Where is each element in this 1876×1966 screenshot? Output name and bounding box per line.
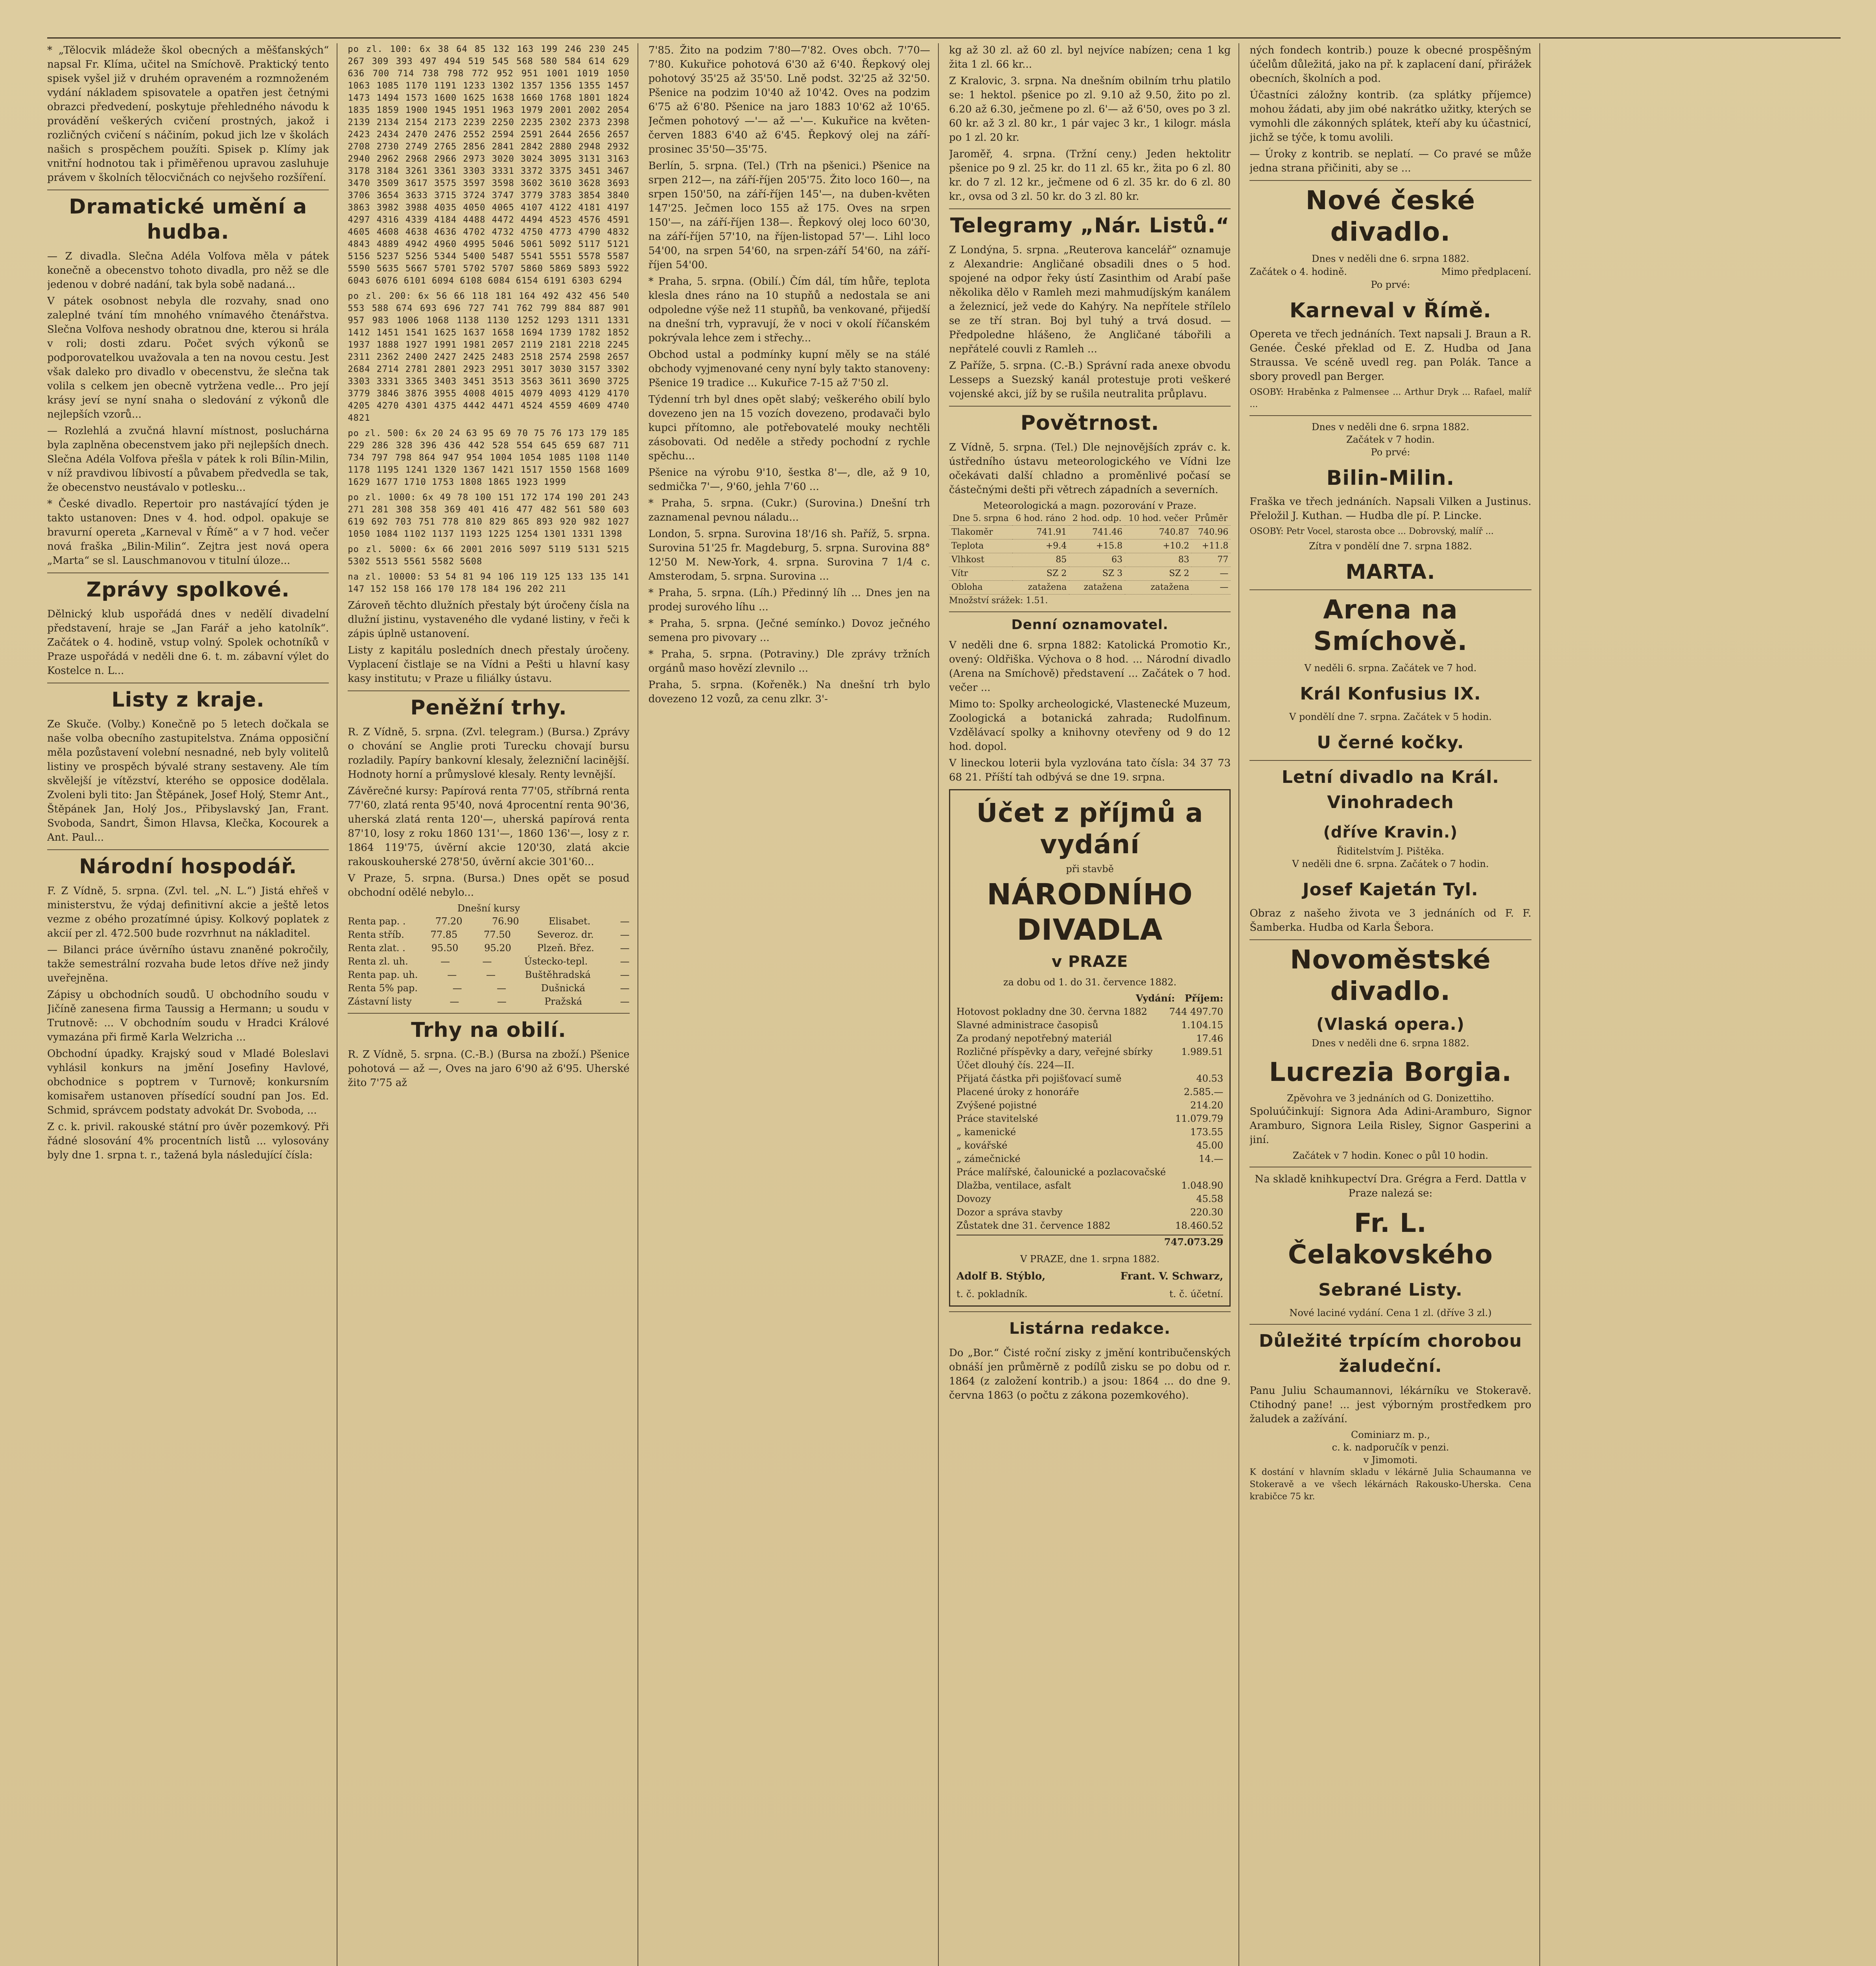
column-3: [649, 43, 939, 1966]
article-text: * Praha, 5. srpna. (Líh.) Předinný líh ... Dnes jen na prodej surového líhu ...: [648, 587, 930, 613]
article-text: Z Vídně, 5. srpna. (Tel.) Dle nejnovějších zpráv c. k. ústředního ústavu meteorologického ve Vídni lze očekávati další chladno a proměnlivé počasí se částečnými dešti při větrech západních a severních.: [949, 442, 1231, 496]
report-row: Dozor a správa stavby 220.30: [956, 1207, 1224, 1218]
article-text: — Rozlehlá a zvučná hlavní místnost, posluchárna byla zaplněna obecenstvem jako při nejlepších dnech. Slečna Adéla Volfova přešla v pátek k roli Bílin-Milin, v níž pravdivou líbivostí a půvabem předvedla se tak, že obecenstvo neustávalo v potlesku...: [47, 425, 329, 493]
ad-text: Fraška ve třech jednáních. Napsali Vilken a Justinus. Přeložil J. Kuthan. — Hudba dle pí. P. Lincke.: [1249, 496, 1531, 522]
report-roles: t. č. pokladník. t. č. účetní.: [956, 1289, 1224, 1300]
report-row: Placené úroky z honoráře 2.585.—: [956, 1086, 1224, 1097]
ad-heading-arena: Arena na Smíchově.: [1249, 589, 1531, 657]
article-text: Berlín, 5. srpna. (Tel.) (Trh na pšenici.) Pšenice na srpen 212—, na září-říjen 205'75. Žito loco 160—, na srpen 150'50, na září-říjen 145'—, na duben-květen 147'25. Ječmen loco 155 až 175. Oves na srpen 150'—, na září-říjen 138—. Řepkový olej loco 60'30, na září-říjen 57'10, na říjen-listopad 57'—. Lihl loco 54'00, na srpen 54'60, na srpen-září 54'60, na září-říjen 54'00.: [648, 160, 930, 271]
lottery-numbers: po zl. 5000: 6x 66 2001 2016 5097 5119 5131 5215 5302 5513 5561 5582 5608: [348, 545, 630, 567]
report-city: v PRAZE: [1051, 953, 1128, 971]
article-text: kg až 30 zl. až 60 zl. byl nejvíce nabízen; cena 1 kg žita 1 zl. 66 kr...: [949, 44, 1231, 70]
article-text: — Bilanci práce úvěrního ústavu znaněné pokročily, takže semestrální rozvaha bude letos dříve než jindy uveřejněna.: [47, 944, 329, 984]
columns: [47, 43, 1841, 1966]
ad-row: Začátek o 4. hodině. Mimo předplacení.: [1249, 266, 1531, 277]
article-text: Zároveň těchto dlužních přestaly být úročeny čísla na dlužní jistinu, vystaveného dle vydané listiny, v řeči k zápis úplně ustanovení.: [348, 600, 630, 640]
report-row: Přijatá částka při pojišťovací sumě 40.53: [956, 1073, 1224, 1084]
ad-text: Zpěvohra ve 3 jednáních od G. Donizettiho.: [1287, 1093, 1494, 1104]
report-row: Slavné administrace časopisů 1.104.15: [956, 1020, 1224, 1031]
section-heading-trhy-obili: Trhy na obilí.: [348, 1013, 629, 1043]
meteo-title: Meteorologická a magn. pozorování v Praze.: [983, 500, 1197, 511]
lottery-numbers: po zl. 200: 6x 56 66 118 181 164 492 432 456 540 553 588 674 693 696 727 741 762 799 884 887 901 957 983 1006 1068 1138 1130 1252 1293 1311 1331 1412 1451 1541 1625 1637 1658 1694 1739 1782 1852 1937 1888 1927 1991 1981 2057 2119 2181 2218 2245 2311 2362 2400 2427 2425 2483 2518 2574 2598 2657 2684 2714 2781 2801 2923 2951 3017 3030 3157 3302 3303 3331 3365 3403 3451 3513 3563 3611 3690 3725 3779 3846 3876 3955 4008 4015 4079 4093 4129 4170 4205 4270 4301 4375 4442 4471 4524 4559 4609 4740 4821: [348, 291, 630, 423]
kurs-row: Renta stříb. 77.85 77.50 Severoz. dr. —: [348, 929, 630, 940]
ad-date: Zítra v pondělí dne 7. srpna 1882.: [1309, 541, 1472, 552]
ad-text: c. k. nadporučík v penzi.: [1332, 1442, 1449, 1453]
ad-text: Opereta ve třech jednáních. Text napsali J. Braun a R. Genée. České překlad od E. Z. Hudba od Jana Straussa. Ve scéně uvedl reg. pan Polák. Tance a sbory provedl pan Berger.: [1249, 328, 1531, 383]
signature-2: Frant. V. Schwarz,: [1120, 1270, 1224, 1282]
article-text: Praha, 5. srpna. (Kořeněk.) Na dnešní trh bylo dovezeno 12 vozů, za cenu zlkr. 3'-: [648, 679, 930, 705]
ad-sub: (Vlaská opera.): [1316, 1014, 1465, 1034]
ad-text: Začátek v 7 hodin.: [1346, 434, 1435, 445]
column-4: [949, 43, 1239, 1966]
article-text: Z Paříže, 5. srpna. (C.-B.) Správní rada anexe obvodu Lesseps a Suezský kanál protestuje proti veškeré vojenské akci, jíž by se rušila neutralita průplavu.: [949, 360, 1231, 400]
ad-title: Král Konfusius IX.: [1300, 684, 1481, 704]
article-text: V neděli dne 6. srpna 1882: Katolická Promotio Kr., ovený: Oldřiška. Výchova o 8 hod. ... Národní divadlo (Arena na Smíchově) představení ... Začátek o 7 hod. večer ...: [949, 639, 1231, 694]
report-row: Dovozy 45.58: [956, 1193, 1224, 1204]
ad-text: Nové laciné vydání. Cena 1 zl. (dříve 3 zl.): [1289, 1307, 1492, 1318]
article-text: V Praze, 5. srpna. (Bursa.) Dnes opět se posud obchodní odělé nebylo...: [348, 873, 630, 898]
report-row: „ kamenické 173.55: [956, 1127, 1224, 1138]
section-heading-listarna: Listárna redakce.: [949, 1311, 1231, 1341]
report-period: za dobu od 1. do 31. července 1882.: [1003, 977, 1177, 988]
report-sub: při stavbě: [1066, 863, 1114, 874]
article-text: * „Tělocvik mládeže škol obecných a měšťanských“ napsal Fr. Klíma, učitel na Smíchově. Praktický tento spisek vyšel již v druhém opraveném a rozmnoženém vydání nákladem spisovatele a opatřen jest četnými obrazci předvedení, poskytuje přehledného návodu k provádění veškerých cvičení prostných, jakož i rozličných cvičení s náčiním, pokud jich lze v školách našich s prospěchem použíti. Spisek p. Klímy jak vnitřní hodnotou tak i přiměřenou upravou zasluhuje právem v školních tělocvičnách co nejvšeho rozšíření.: [47, 44, 329, 184]
article-text: Jaroměř, 4. srpna. (Tržní ceny.) Jeden hektolitr pšenice po 9 zl. 25 kr. do 11 zl. 65 kr., žita po 6 zl. 80 kr. do 7 zl. 12 kr., ječmene od 6 zl. 35 kr. do 6 zl. 80 kr., ovsa od 3 zl. 50 kr. do 3 zl. 80 kr.: [949, 148, 1231, 202]
report-row: Rozličné příspěvky a dary, veřejné sbírky 1.989.51: [956, 1046, 1224, 1057]
report-row: Za prodaný nepotřebný materiál 17.46: [956, 1033, 1224, 1044]
ad-text: Začátek v 7 hodin. Konec o půl 10 hodin.: [1292, 1150, 1489, 1161]
report-main: NÁRODNÍHO DIVADLA: [987, 878, 1193, 947]
article-text: * Praha, 5. srpna. (Ječné semínko.) Dovoz ječného semena pro pivovary ...: [648, 618, 930, 644]
column-6: [1550, 43, 1841, 1966]
ad-text: v Jimomoti.: [1363, 1454, 1418, 1465]
ad-date: Dnes v neděli dne 6. srpna 1882.: [1312, 253, 1469, 264]
ad-heading-novomestske: Novoměstské divadlo.: [1249, 939, 1531, 1007]
article-text: R. Z Vídně, 5. srpna. (C.-B.) (Bursa na zboží.) Pšenice pohotová — až —, Oves na jaro 6'90 až 6'95. Uherské žito 7'75 až: [348, 1049, 630, 1089]
column-5: [1249, 43, 1540, 1966]
ad-text: Cominiarz m. p.,: [1351, 1429, 1430, 1440]
ad-title: U černé kočky.: [1317, 733, 1464, 753]
article-text: Týdenní trh byl dnes opět slabý; veškerého obilí bylo dovezeno jen na 15 vozích dovezeno, prodavači bylo kupci přítomno, ale potřebovatelé mouky nechtěli zásobovati. Od neděle a středy pochodní z rychle spěchu...: [648, 394, 930, 462]
ad-date: Dnes v neděli dne 6. srpna 1882.: [1312, 1038, 1469, 1049]
column-2: [348, 43, 638, 1966]
article-text: V lineckou loterii byla vyzlována tato čísla: 34 37 73 68 21. Příští tah odbývá se dne 19. srpna.: [949, 757, 1231, 783]
article-text: ných fondech kontrib.) pouze k obecné prospěšným účelům důležitá, jako na př. k zaplacení daní, přirážek obecních, školních a pod.: [1249, 44, 1531, 85]
article-text: Mimo to: Spolky archeologické, Vlastenecké Muzeum, Zoologická a botanická zahrada; Rudolfinum. Vzdělávací spolky a knihovny otevřeny od 9 do 12 hod. dopol.: [949, 698, 1231, 753]
report-title: Účet z příjmů a vydání: [976, 798, 1203, 860]
article-text: Pšenice na výrobu 9'10, šestka 8'—, dle, až 9 10, sedmička 7'—, 9'60, jehla 7'60 ...: [648, 467, 930, 493]
article-text: London, 5. srpna. Surovina 18'/16 sh. Paříž, 5. srpna. Surovina 51'25 fr. Magdeburg, 5. srpna. Surovina 88° 12'50 M. New-York, 4. srpna. Surovina 7 1/4 c. Amsterodam, 5. srpna. Surovina ...: [648, 528, 930, 582]
national-theatre-report: [949, 789, 1231, 1307]
report-row: Zůstatek dne 31. července 1882 18.460.52: [956, 1220, 1224, 1231]
article-text: 7'85. Žito na podzim 7'80—7'82. Oves obch. 7'70—7'80. Kukuřice pohotová 6'30 až 6'40. Řepkový olej pohotový 35'25 až 35'50. Lně podst. 32'25 až 32'50. Pšenice na podzim 10'40 až 10'42. Oves na podzim 6'75 až 6'80. Pšenice na jaro 1883 10'62 až 10'65. Ječmen pohotový —'— až —'—. Kukuřice na květen-červen 1883 6'40 až 6'45. Řepkový olej na září-prosinec 35'50—35'75.: [648, 44, 930, 155]
article-text: * Praha, 5. srpna. (Cukr.) (Surovina.) Dnešní trh zaznamenal pevnou náladu...: [648, 497, 930, 523]
ad-heading-zaludek: Důležité trpícím chorobou žaludeční.: [1249, 1324, 1531, 1379]
report-row: Práce stavitelské 11.079.79: [956, 1113, 1224, 1124]
article-text: Listy z kapitálu posledních dnech přestaly úročeny. Vyplacení čistlaje se na Vídni a Pešti u hlavní kasy kasy institutu; v Praze u filiálky ústavu.: [348, 644, 630, 685]
ad-text: Panu Juliu Schaumannovi, lékárníku ve Stokeravě. Ctihodný pane! ... jest výborným prostředkem pro žaludek a zažívání.: [1249, 1385, 1531, 1425]
article-text: Ze Skuče. (Volby.) Konečně po 5 letech dočkala se naše volba obecního zastupitelstva. Známa opposiční měla pozůstavení volební nesnadné, neb byly volitelů listiny ve prospěch bývalé strany sestaveny. Ale tím skvělejší je vítězství, kterého se opposice dodělala. Zvoleni byli tito: Jan Štěpánek, Josef Holý, Stemr Ant., Štěpánek Jan, Holý Jos., Přibyslavský Jan, Frant. Svoboda, Sandrt, Šimon Hlavsa, Klečka, Kocourek a Ant. Paul...: [47, 718, 329, 843]
ad-text: Po prvé:: [1371, 447, 1410, 458]
ad-text: Spoluúčinkují: Signora Ada Adini-Aramburo, Signor Aramburo, Signora Leila Risley, Signor Gasperini a jiní.: [1249, 1106, 1531, 1146]
ad-title: Bilin-Milin.: [1326, 466, 1455, 490]
article-text: Do „Bor.“ Čisté roční zisky z jmění kontribučenských obnáší jen průměrně z podílů zisku se po dobu od r. 1864 (z založení kontrib.) a jsou: 1864 ... do dne 9. června 1863 (o počtu z zákona pozemkového).: [949, 1347, 1231, 1401]
section-heading-hospodar: Národní hospodář.: [47, 849, 329, 879]
article-text: Z Londýna, 5. srpna. „Reuterova kancelář“ oznamuje z Alexandrie: Angličané obsadili dnes o 5 hod. spojené na odpor řeky ústí Zasinthim od Arabí paše několika dělo v Ramleh mezi mahmudíjským kanálem a železnicí, jež vede do Kahýry. Na nepřítele střílelo se ze tří stran. Boj byl tuhý a trvá dosud. — Předpoledne hlášeno, že Angličané tábořili a nepřátelé couvli z Ramleh ...: [949, 244, 1231, 355]
report-row: „ kovářské 45.00: [956, 1140, 1224, 1151]
report-row: Hotovost pokladny dne 30. června 1882 744 497.70: [956, 1006, 1224, 1017]
article-text: Z Kralovic, 3. srpna. Na dnešním obilním trhu platilo se: 1 hektol. pšenice po zl. 9.10 až 9.50, žito po zl. 6.20 až 6.30, ječmene po zl. 6'— až 6'50, oves po 3 zl. 60 kr. až 3 zl. 80 kr., 1 pár vajec 3 kr., 1 kilogr. másla po 1 zl. 20 kr.: [949, 75, 1231, 144]
ad-date: Dnes v neděli dne 6. srpna 1882.: [1312, 422, 1469, 433]
article-text: Zápisy u obchodních soudů. U obchodního soudu v Jičíně zanesena firma Taussig a Hermann; u soudu v Trutnově: ... V obchodním soudu v Hradci Králové vymazána při firmě Karla Welzricha ...: [47, 989, 329, 1043]
report-total: 747.073.29: [956, 1235, 1223, 1249]
kurs-row: Renta zlat. . 95.50 95.20 Plzeň. Břez. —: [348, 943, 630, 954]
ad-title: Josef Kajetán Tyl.: [1303, 880, 1478, 900]
ad-title: Sebrané Listy.: [1318, 1280, 1463, 1300]
top-rule: [47, 37, 1841, 39]
section-heading-povetrnost: Povětrnost.: [949, 406, 1231, 436]
ad-text: V neděli 6. srpna. Začátek ve 7 hod.: [1304, 663, 1477, 674]
article-text: * Praha, 5. srpna. (Obilí.) Čím dál, tím hůře, teplota klesla dnes ráno na 10 stupňů a nedostala se ani odpoledne výše než 11 stupňů, ba venkované, přijedší na dnešní trh, vypravují, že v noci v okolí říčanském pokrývala lehce zem i střechy...: [648, 276, 930, 344]
lottery-numbers: po zl. 500: 6x 20 24 63 95 69 70 75 76 173 179 185 229 286 328 396 436 442 528 554 645 659 687 711 734 797 798 864 947 954 1004 1054 1085 1108 1140 1178 1195 1241 1320 1367 1421 1517 1550 1568 1609 1629 1677 1710 1753 1808 1865 1923 1999: [348, 429, 630, 487]
ad-sub: (dříve Kravin.): [1323, 823, 1458, 841]
article-text: Z c. k. privil. rakouské státní pro úvěr pozemkový. Při řádné slosování 4% procentních listů ... vylosovány byly dne 1. srpna t. r., tažená byla následující čísla:: [47, 1121, 329, 1161]
report-items: [956, 1005, 1223, 1232]
report-row: Účet dlouhý čís. 224—II.: [956, 1060, 1074, 1071]
kurs-row: Renta zl. uh. — — Ústecko-tepl. —: [348, 956, 630, 967]
report-row: Práce malířské, čalounické a pozlacovačské: [956, 1167, 1166, 1178]
ad-text: OSOBY: Petr Vocel, starosta obce ... Dobrovský, malíř ...: [1249, 526, 1494, 536]
section-heading-drama: Dramatické umění a hudba.: [47, 190, 329, 245]
report-cols: Vydání: Příjem:: [1135, 992, 1224, 1004]
report-row: Zvýšené pojistné 214.20: [956, 1100, 1224, 1111]
article-text: F. Z Vídně, 5. srpna. (Zvl. tel. „N. L.“) Jistá ehřeš v ministerstvu, že výdaj definitivní akcie a ještě letos vezme z obého prozatímné úpisy. Kolkový poplatek z akcií per zl. 472.500 bude rozvrhnut na nákladitel.: [47, 885, 329, 939]
article-text: — Úroky z kontrib. se neplatí. — Co pravé se může jedna strana přičiniti, aby se ...: [1249, 148, 1531, 174]
ad-title: Lucrezia Borgia.: [1269, 1057, 1512, 1087]
kurs-row: Renta pap. . 77.20 76.90 Elisabet. —: [348, 916, 630, 927]
article-text: Závěrečné kursy: Papírová renta 77'05, stříbrná renta 77'60, zlatá renta 95'40, nová 4procentní renta 90'36, uherská zlatá renta 120'—, uherská papírová renta 87'10, losy z roku 1860 131'—, 1860 136'—, losy z r. 1864 119'75, úvěrní akcie 120'30, zlatá akcie rakouskouherské 278'50, úvěrní akcie 301'60...: [348, 785, 630, 868]
section-heading-oznamovatel: Denní oznamovatel.: [949, 611, 1231, 633]
lottery-numbers: na zl. 10000: 53 54 81 94 106 119 125 133 135 141 147 152 158 166 170 178 184 196 202 211: [348, 572, 630, 594]
ad-text: Obraz z našeho života ve 3 jednáních od F. F. Šamberka. Hudba od Karla Šebora.: [1249, 908, 1531, 933]
report-row: Dlažba, ventilace, asfalt 1.048.90: [956, 1180, 1224, 1191]
article-text: Obchod ustal a podmínky kupní měly se na stálé obchody vyjmenované ceny nyní byly takto stanoveny: Pšenice 19 tradice ... Kukuřice 7-15 až 7'50 zl.: [648, 349, 930, 389]
ad-title: MARTA.: [1345, 560, 1436, 584]
article-text: Účastníci záložny kontrib. (za splátky příjemce) mohou žádati, aby jim obé nakrátko užitky, kterých se vymohli dle zákonných splátek, kteří aby ku účastnicí, jichž se týče, k tomu avolili.: [1249, 89, 1531, 144]
article-text: R. Z Vídně, 5. srpna. (Zvl. telegram.) (Bursa.) Zprávy o chování se Anglie proti Turecku chovají bursu rozladily. Papíry bankovní klesaly, železniční lacinější. Hodnoty horní a průmyslové klesaly. Renty levnější.: [348, 726, 630, 781]
article-text: V pátek osobnost nebyla dle rozvahy, snad ono zaleplné tvání tím mnohého vnímavého čtenářstva. Slečna Volfova neshody obratnou dne, kterou si hrála v roli; dosti zdaru. Počet svých výkonů se podporovatelkou uvažovala a ten na novou cestu. Jest však daleko pro divadlo v obecenstvu, že slečna tak volila s celkem jen obecně vytržena vedle... Pro její krásy jeví se nyní snaha o sledování z výkonů dle nejlepších vzorů...: [47, 295, 329, 420]
article-text: * České divadlo. Repertoir pro nastávající týden je takto ustanoven: Dnes v 4. hod. odpol. opakuje se bravurní opereta „Karneval v Římě“ a v 7 hod. večer nová fraška „Bilin-Milin“. Zejtra jest nová opera „Marta“ se sl. Lauschmanovou v titulní úloze...: [47, 498, 329, 567]
ad-text: K dostání v hlavním skladu v lékárně Julia Schaumanna ve Stokeravě a ve všech lékárnách Rakousko-Uherska. Cena krabičce 75 kr.: [1249, 1467, 1531, 1502]
ad-text: Na skladě knihkupectví Dra. Grégra a Ferd. Dattla v Praze nalezá se:: [1255, 1173, 1526, 1199]
ad-text: V neděli dne 6. srpna. Začátek o 7 hodin.: [1292, 858, 1489, 869]
article-text: — Z divadla. Slečna Adéla Volfova měla v pátek konečně a obecenstvo tohoto divadla, pro něž se dle jedenou v dobré nadání, tak byla sobě nadaná...: [47, 250, 329, 291]
signature-1: Adolf B. Stýblo,: [956, 1270, 1046, 1282]
kurs-row: Zástavní listy — — Pražská —: [348, 996, 630, 1007]
kurs-table: [348, 915, 629, 1008]
kurs-row: Renta 5% pap. — — Dušnická —: [348, 983, 630, 994]
ad-heading-letni: Letní divadlo na Král. Vinohradech: [1249, 760, 1531, 815]
meteo-table: Dne 5. srpna 6 hod. ráno 2 hod. odp. 10 hod. večer Průměr Tlakoměr 741.91 741.46 740.87 740.96 Teplota +9.4 +15.8 +10.2 +11.8 Vlhkost 85 63 83 77 Vítr SZ 2 SZ 3 SZ 2 — Obloha zatažena zatažena zatažena —: [949, 512, 1231, 595]
kurs-row: Renta pap. uh. — — Buštěhradská —: [348, 969, 630, 980]
article-text: Množství srážek: 1.51.: [949, 596, 1048, 606]
article-text: * Praha, 5. srpna. (Potraviny.) Dle zprávy tržních orgánů maso hovězí zlevnilo ...: [648, 648, 930, 674]
report-row: „ zámečnické 14.—: [956, 1153, 1224, 1164]
column-1: [47, 43, 337, 1966]
ad-text: V pondělí dne 7. srpna. Začátek v 5 hodin.: [1289, 711, 1492, 722]
ad-text: Řiditelstvím J. Pištěka.: [1336, 846, 1445, 857]
section-heading-spolky: Zprávy spolkové.: [47, 572, 329, 602]
article-text: Obchodní úpadky. Krajský soud v Mladé Boleslavi vyhlásil konkurs na jmění Josefiny Havlové, obchodnice s poptrem v Turnově; konkursním komisařem ustanoven přísedící soudní pan Jos. Ed. Schmid, správcem podstaty advokát Dr. Svoboda, ...: [47, 1048, 329, 1116]
ad-heading-nove-divadlo: Nové české divadlo.: [1249, 180, 1531, 248]
report-signatures: [956, 1269, 1223, 1283]
kurs-table-title: Dnešní kursy: [457, 903, 520, 914]
section-heading-listy: Listy z kraje.: [47, 683, 329, 712]
report-place: V PRAZE, dne 1. srpna 1882.: [1020, 1254, 1160, 1265]
ad-text: Po prvé:: [1371, 279, 1410, 290]
lottery-numbers: po zl. 100: 6x 38 64 85 132 163 199 246 230 245 267 309 393 497 494 519 545 568 580 584 614 629 636 700 714 738 798 772 952 951 1001 1019 1050 1063 1085 1170 1191 1233 1302 1357 1356 1355 1457 1473 1494 1573 1600 1625 1638 1660 1768 1801 1824 1835 1859 1900 1945 1951 1963 1979 2001 2002 2054 2139 2134 2154 2173 2239 2250 2235 2302 2373 2398 2423 2434 2470 2476 2552 2594 2591 2644 2656 2657 2708 2730 2749 2765 2856 2841 2842 2880 2948 2932 2940 2962 2968 2966 2973 3020 3024 3095 3131 3163 3178 3184 3261 3361 3303 3331 3372 3375 3451 3467 3470 3509 3617 3575 3597 3598 3602 3610 3628 3693 3706 3654 3633 3715 3724 3747 3779 3783 3854 3840 3863 3982 3988 4035 4050 4065 4107 4122 4181 4197 4297 4316 4339 4184 4488 4472 4494 4523 4576 4591 4605 4608 4638 4636 4702 4732 4750 4773 4790 4832 4843 4889 4942 4960 4995 5046 5061 5092 5117 5121 5156 5237 5256 5344 5400 5487 5541 5551 5578 5587 5590 5635 5667 5701 5702 5707 5860 5869 5893 5922 6043 6076 6101 6094 6108 6084 6154 6191 6303 6294: [348, 44, 630, 286]
lottery-numbers: po zl. 1000: 6x 49 78 100 151 172 174 190 201 243 271 281 308 358 369 401 416 477 482 561 580 603 619 692 703 751 778 810 829 865 893 920 982 1027 1050 1084 1102 1137 1193 1225 1254 1301 1331 1398: [348, 493, 630, 539]
ad-text: OSOBY: Hraběnka z Palmensee ... Arthur Dryk ... Rafael, malíř ...: [1249, 387, 1531, 409]
section-heading-telegramy: Telegramy „Nár. Listů.“: [949, 208, 1231, 238]
ad-title: Fr. L. Čelakovského: [1288, 1208, 1493, 1270]
article-text: Dělnický klub uspořádá dnes v nedělí divadelní představení, hraje se „Jan Farář a jeho katolník“. Začátek o 4. hodině, vstup volný. Spolek ochotníků v Praze uspořádá v neděli dne 6. t. m. zábavní výlet do Kostelce n. L...: [47, 608, 329, 677]
ad-title: Karneval v Římě.: [1289, 299, 1492, 322]
section-heading-penezni-trhy: Peněžní trhy.: [348, 690, 629, 720]
